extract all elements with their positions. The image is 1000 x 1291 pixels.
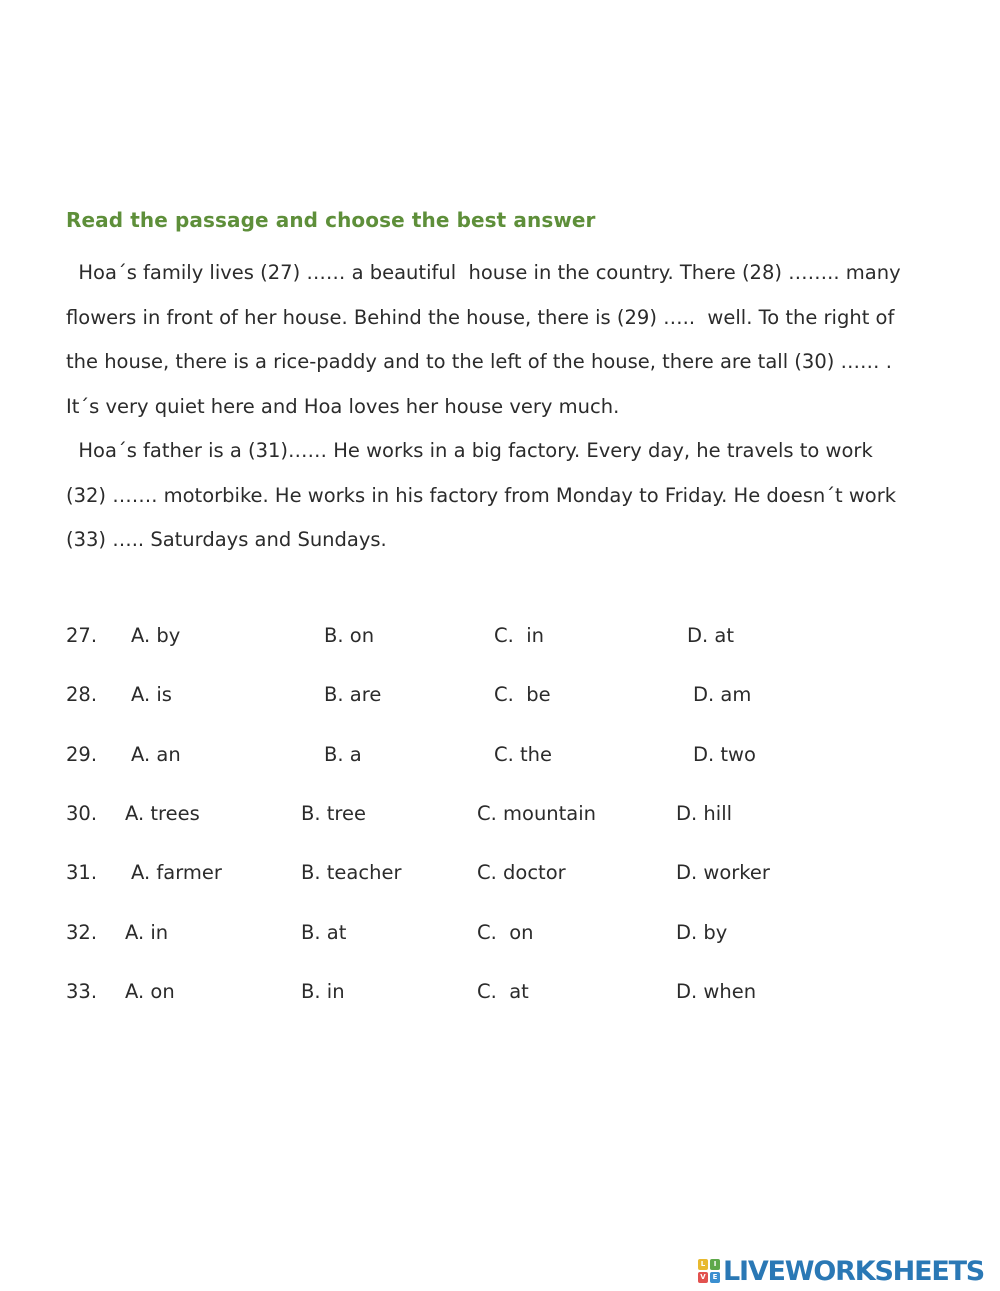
option-d[interactable]: D. am	[693, 683, 752, 706]
question-31	[0, 861, 1000, 891]
logo-text: LIVEWORKSHEETS	[723, 1255, 985, 1287]
logo-tile-l: L	[698, 1259, 708, 1270]
question-number: 32.	[66, 921, 98, 944]
option-c[interactable]: C. the	[494, 743, 553, 766]
section-heading: Read the passage and choose the best answer	[66, 208, 596, 232]
passage-line: Hoa´s family lives (27) …… a beautiful house in the country. There (28) …….. many	[66, 261, 901, 284]
option-b[interactable]: B. in	[301, 980, 345, 1003]
option-a[interactable]: A. is	[131, 683, 172, 706]
logo-tile-v: V	[698, 1272, 708, 1283]
option-c[interactable]: C. doctor	[477, 861, 566, 884]
question-27	[0, 624, 1000, 654]
passage-line: (33) ….. Saturdays and Sundays.	[66, 528, 387, 551]
option-a[interactable]: A. in	[125, 921, 169, 944]
option-a[interactable]: A. on	[125, 980, 175, 1003]
question-28	[0, 683, 1000, 713]
passage-line: Hoa´s father is a (31)…… He works in a big factory. Every day, he travels to work	[66, 439, 873, 462]
passage-line: (32) ……. motorbike. He works in his factory from Monday to Friday. He doesn´t work	[66, 483, 897, 507]
question-number: 27.	[66, 624, 98, 647]
logo-tile-i: I	[710, 1259, 720, 1270]
question-33	[0, 980, 1000, 1010]
option-d[interactable]: D. hill	[676, 802, 733, 825]
option-b[interactable]: B. are	[324, 683, 382, 706]
question-number: 33.	[66, 980, 98, 1003]
option-d[interactable]: D. worker	[676, 861, 770, 884]
option-a[interactable]: A. an	[131, 743, 181, 766]
option-c[interactable]: C. at	[477, 980, 529, 1003]
option-d[interactable]: D. two	[693, 743, 756, 766]
passage-line: flowers in front of her house. Behind the house, there is (29) ….. well. To the right of	[66, 305, 895, 329]
question-30	[0, 802, 1000, 832]
option-d[interactable]: D. at	[687, 624, 735, 647]
option-a[interactable]: A. farmer	[131, 861, 222, 884]
option-a[interactable]: A. trees	[125, 802, 200, 825]
option-b[interactable]: B. on	[324, 624, 375, 647]
question-29	[0, 743, 1000, 773]
question-number: 28.	[66, 683, 98, 706]
option-a[interactable]: A. by	[131, 624, 181, 647]
question-number: 31.	[66, 861, 98, 884]
logo-tile-e: E	[710, 1272, 720, 1283]
option-c[interactable]: C. mountain	[477, 802, 597, 825]
question-number: 29.	[66, 743, 98, 766]
option-c[interactable]: C. in	[494, 624, 544, 647]
passage-line: the house, there is a rice-paddy and to the left of the house, there are tall (30) …… .	[66, 350, 892, 373]
option-b[interactable]: B. tree	[301, 802, 367, 825]
option-c[interactable]: C. be	[494, 683, 551, 706]
option-c[interactable]: C. on	[477, 921, 534, 944]
passage-line: It´s very quiet here and Hoa loves her house very much.	[66, 394, 620, 418]
question-number: 30.	[66, 802, 98, 825]
liveworksheets-logo	[698, 1256, 984, 1286]
reading-passage	[66, 251, 946, 563]
option-b[interactable]: B. at	[301, 921, 347, 944]
option-d[interactable]: D. when	[676, 980, 757, 1003]
question-32	[0, 921, 1000, 951]
option-b[interactable]: B. teacher	[301, 861, 402, 884]
option-b[interactable]: B. a	[324, 743, 362, 766]
option-d[interactable]: D. by	[676, 921, 728, 944]
liveworksheets-logo-icon	[698, 1259, 720, 1283]
